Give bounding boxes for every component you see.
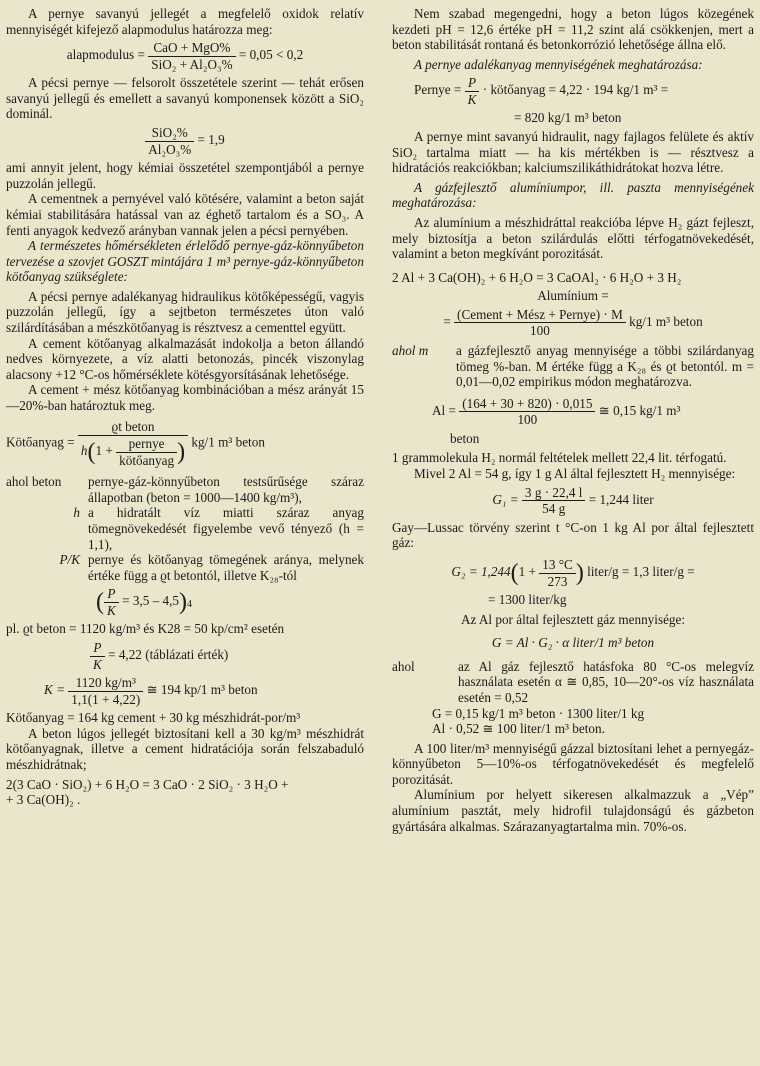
- definition-term: ahol m: [392, 342, 429, 358]
- numerator: P: [90, 640, 105, 657]
- numerator: CaO + MgO%: [148, 40, 235, 57]
- equation-lhs: alapmodulus =: [66, 47, 145, 63]
- paragraph: A 100 liter/m³ mennyiségű gázzal biztosítani lehet a pernyegáz-könnyűbeton 5—10%-os térfogatnövekedését és megfelelő porozitását.: [392, 740, 754, 787]
- paragraph: A pécsi pernye — felsorolt összetétele szerint — tehát erősen savanyú jellegű és emellett a savanyú komponensek között a SiO₂ dominál.: [6, 75, 364, 122]
- paragraph: Mivel 2 Al = 54 g, így 1 g Al által fejlesztett H₂ mennyisége:: [414, 466, 736, 482]
- denominator: 54 g: [542, 501, 566, 517]
- equation-rhs: = 3,5 – 4,5: [122, 593, 179, 609]
- equation-lhs: G₁ =: [492, 491, 519, 507]
- definition-text: pernye és kötőanyag tömegének aránya, melynek értéke függ a ϱt betontól, illetve K₂₈-tól: [88, 552, 364, 583]
- equation-k: [44, 675, 364, 707]
- fraction: [522, 485, 586, 517]
- italic-heading: A pernye adalékanyag mennyiségének meghatározása:: [414, 56, 703, 72]
- numerator: 1120 kg/m³: [68, 675, 143, 692]
- fraction: [90, 640, 105, 672]
- equation-ratio: [6, 125, 364, 157]
- definitions-table: [392, 659, 754, 706]
- equation-lhs: K =: [44, 682, 65, 698]
- definition-term: P/K: [59, 552, 80, 568]
- paragraph: A pernye mint savanyú hidraulit, nagy fajlagos felülete és aktív SiO₂ tartalma miatt — ha kis mértékben is — résztvesz a hidratációs reakciókban; kalciumszilikáthidrátokat hozva létre.: [392, 129, 754, 176]
- calculation-line: Al · 0,52 ≅ 100 liter/1 m³ beton.: [432, 721, 605, 737]
- one-plus: 1 +: [518, 564, 536, 580]
- calculation-line: G = 0,15 kg/1 m³ beton · 1300 liter/1 kg: [432, 705, 645, 721]
- equation-rhs: ≅ 194 kp/1 m³ beton: [146, 682, 258, 698]
- equation-lhs: Al =: [432, 402, 456, 418]
- equation-continuation: = 820 kg/1 m³ beton: [514, 110, 622, 126]
- equation-rhs: = 1,9: [197, 132, 225, 148]
- equation-rhs: ≅ 0,15 kg/1 m³: [598, 402, 681, 418]
- equation-rhs: · kötőanyag = 4,22 · 194 kg/1 m³ =: [482, 82, 669, 98]
- numerator: (164 + 30 + 820) · 0,015: [459, 396, 595, 413]
- definition-text: az Al gáz fejlesztő hatásfoka 80 °C-os melegvíz használata esetén α ≅ 0,85, 10—20°-os víz használata esetén = 0,52: [458, 658, 754, 705]
- equation-rhs: liter/g = 1,3 liter/g =: [587, 564, 695, 580]
- numerator: 13 °C: [539, 557, 576, 574]
- fraction: [78, 419, 188, 468]
- numerator: P: [104, 586, 119, 603]
- definitions-table: [392, 343, 754, 390]
- equation-aluminium: [392, 307, 754, 339]
- paragraph: 1 grammolekula H₂ normál feltételek mellett 22,4 lit. térfogatú.: [392, 450, 727, 466]
- fraction: [454, 307, 626, 339]
- paragraph: A pernye savanyú jellegét a megfelelő oxidok relatív mennyiségét kifejező alapmodulus határozza meg:: [6, 6, 364, 37]
- equation-continuation: = 1300 liter/kg: [488, 592, 567, 608]
- equation-rhs: = 1,244 liter: [588, 491, 654, 507]
- definition-row: [6, 505, 364, 552]
- denominator: Al₂O₃%: [148, 141, 192, 157]
- numerator: (Cement + Mész + Pernye) · M: [454, 307, 626, 324]
- equation-g2: G₂ = 1,244(1 + $\frac{13 ^\circ C}{273}$ ) liter/g = 1,3 liter/g =: [451, 556, 695, 589]
- numerator: ϱt beton: [78, 419, 188, 436]
- denominator: K: [107, 602, 116, 618]
- paragraph: Alumínium por helyett sikeresen alkalmazzuk a „Vép” alumínium pasztát, mely hidrofil tulajdonságú és gázbeton gyártására alkalmas. Szárazanyagtartalma min. 70%-os.: [392, 787, 754, 834]
- denominator: 100: [517, 412, 538, 428]
- numerator: P: [465, 75, 480, 92]
- denominator: K: [467, 91, 477, 107]
- equation-rhs: kg/1 m³ beton: [191, 434, 265, 450]
- paragraph: A cementnek a pernyével való kötésére, valamint a beton saját kémiai stabilitására hatással van az éghető tartalom és a SO₃. A fenti anyagok kedvező arányban vannak jelen a pécsi pernyében.: [6, 191, 364, 238]
- numerator: SiO₂%: [145, 125, 194, 142]
- equation-al: [432, 396, 754, 428]
- equation-continuation: beton: [450, 430, 480, 446]
- paragraph: Az Al por által fejlesztett gáz mennyisége:: [460, 611, 686, 627]
- definition-term: ahol beton: [6, 474, 62, 490]
- paragraph: A beton lúgos jellegét biztosítani kell a 30 kg/m³ mészhidrát kötőanyagnak, illetve a cement hidratációja során felszabaduló mészhidrátnak;: [6, 725, 364, 773]
- equation-pernye: [414, 75, 754, 107]
- denominator: 100: [530, 323, 550, 339]
- italic-heading: A gázfejlesztő alumíniumpor, ill. paszta mennyiségének meghatározása:: [392, 179, 754, 211]
- equation-lhs: Kötőanyag =: [6, 434, 75, 450]
- numerator: 3 g · 22,4 l: [522, 485, 586, 502]
- equation-rhs: = 4,22 (táblázati érték): [108, 647, 229, 663]
- definition-row: [6, 552, 364, 583]
- equation-lhs: G₂ = 1,244: [451, 564, 511, 580]
- equation-pk-range: ( $\frac{P}{K}$ = $3,5 - 4,5)_4$: [96, 586, 192, 618]
- fraction: [539, 557, 576, 589]
- definition-text: a gázfejlesztő anyag mennyisége a többi szilárdanyag tömeg %-ban. M értéke függ a K₂₈ és ϱt betontól. m = 0,01—0,02 empirikus módon meghatározva.: [456, 342, 754, 390]
- denominator: 273: [547, 573, 568, 589]
- equation-aluminium-label: Alumínium =: [537, 288, 609, 304]
- one-plus: 1 +: [95, 443, 113, 459]
- fraction: [104, 586, 119, 618]
- denominator: h(1 + $\frac{\text{pernye}}{\text{kötőanyag}}$ ): [80, 436, 186, 468]
- paragraph: Az alumínium a mészhidráttal reakcióba lépve H₂ gázt fejleszt, mely biztosítja a beton szilárdulás előtti térfogatnövekedését, valamint a beton megkívánt porozitását.: [392, 214, 754, 262]
- fraction: [68, 675, 143, 707]
- definition-term: h: [73, 505, 80, 521]
- chemical-equation-line: 2(3 CaO · SiO₂) + 6 H₂O = 3 CaO · 2 SiO₂ · 3 H₂O +: [6, 776, 289, 792]
- definitions-table: [6, 474, 364, 583]
- equation-alapmodulus: [6, 40, 364, 72]
- paragraph: A pécsi pernye adalékanyag hidraulikus kötőképességű, vagyis puzzolán jellegű, így a sejtbeton természetes úton való szilárdításában a mészkötőanyag is résztvesz a cementtel együtt.: [6, 288, 364, 335]
- equation-pk-value: [90, 640, 364, 672]
- equation-rhs: = 0,05 < 0,2: [238, 47, 304, 63]
- paragraph: ami annyit jelent, hogy kémiai összetétel szempontjából a pernye puzzolán jellegű.: [6, 160, 364, 191]
- fraction: [145, 125, 194, 157]
- fraction: [459, 396, 595, 428]
- definition-row: [392, 659, 754, 706]
- left-column: [6, 6, 364, 808]
- equation-kotoanyag: [6, 419, 364, 468]
- paragraph: Nem szabad megengedni, hogy a beton lúgos közegének kezdeti pH = 12,6 értéke pH = 11,2 szint alá csökkenjen, mert a beton stabilitását rontaná és betonkorrózió lehetősége állna elő.: [392, 6, 754, 53]
- paragraph: Gay—Lussac törvény szerint t °C-on 1 kg Al por által fejlesztett gáz:: [392, 519, 754, 551]
- chemical-equation: 2 Al + 3 Ca(OH)₂ + 6 H₂O = 3 CaOAl₂ · 6 H₂O + 3 H₂: [392, 269, 682, 285]
- definition-row: [392, 343, 754, 390]
- paragraph: A cement kötőanyag alkalmazását indokolja a beton állandó nedves környezete, a víz alatti betonozás, pincék viszonylag alacsony +12 °C-os hőmérséklete kötésgyorsításának lehetősége.: [6, 335, 364, 382]
- fraction: [465, 75, 480, 107]
- equation-g: G = Al · G₂ · α liter/1 m³ beton: [491, 635, 655, 651]
- definition-row: [6, 474, 364, 505]
- denominator: kötőanyag: [119, 452, 175, 468]
- numerator: pernye: [116, 436, 177, 453]
- equation-g1: [392, 485, 754, 517]
- subscript: 4: [186, 599, 192, 611]
- fraction: [148, 40, 235, 72]
- chemical-equation-line: + 3 Ca(OH)₂ .: [6, 792, 81, 808]
- factor-h: h: [80, 443, 88, 459]
- paragraph: A cement + mész kötőanyag kombinációban a mész arányát 15—20%-ban határoztuk meg.: [6, 382, 364, 413]
- paragraph: pl. ϱt beton = 1120 kg/m³ és K28 = 50 kp/cm² esetén: [6, 621, 285, 637]
- denominator: SiO₂ + Al₂O₃%: [151, 56, 233, 72]
- equation-rhs: kg/1 m³ beton: [629, 313, 703, 329]
- right-column: [392, 6, 754, 834]
- definition-term: ahol: [392, 658, 415, 674]
- denominator: 1,1(1 + 4,22): [71, 691, 141, 707]
- denominator: K: [93, 656, 102, 672]
- equation-lhs: =: [443, 313, 451, 329]
- inner-fraction: [116, 436, 177, 468]
- equation-lhs: Pernye =: [414, 82, 462, 98]
- italic-heading: A természetes hőmérsékleten érlelődő pernye-gáz-könnyűbeton tervezése a szovjet GOSZT mintájára 1 m³ pernye-gáz-könnyűbeton kötőanyag szükséglete:: [6, 238, 364, 285]
- paragraph: Kötőanyag = 164 kg cement + 30 kg mészhidrát-por/m³: [6, 710, 301, 726]
- definition-text: a hidratált víz miatti száraz anyag tömegnövekedését figyelembe vevő tényező (h = 1,1),: [88, 505, 364, 552]
- definition-text: pernye-gáz-könnyűbeton testsűrűsége száraz állapotban (beton = 1000—1400 kg/m³),: [88, 474, 364, 505]
